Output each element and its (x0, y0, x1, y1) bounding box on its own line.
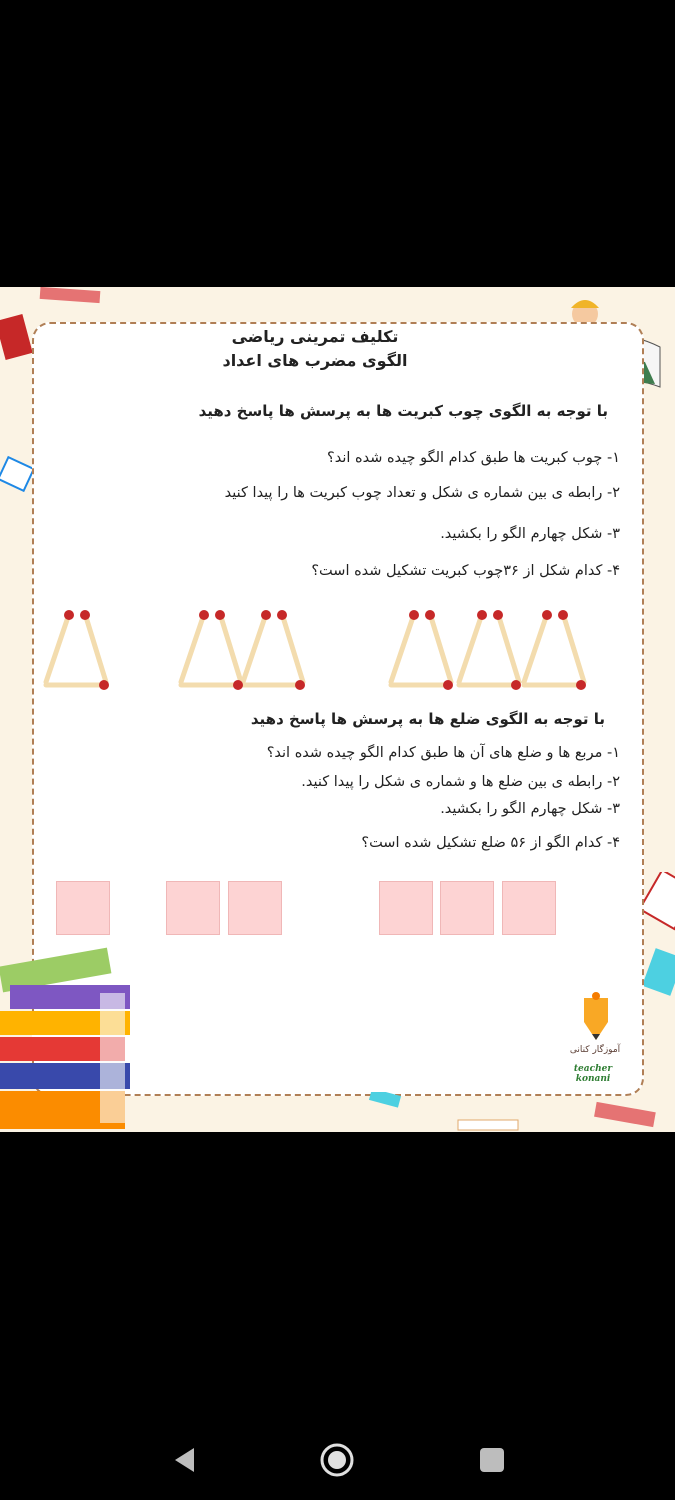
square-fig1-1 (56, 881, 110, 935)
matchstick-pattern (38, 600, 608, 700)
bottom-pencil-decoration (360, 1092, 675, 1132)
teacher-logo-icon (578, 990, 614, 1042)
recents-icon[interactable] (478, 1438, 506, 1482)
section1-question-4: ۴- کدام شکل از ۳۶چوب کبریت تشکیل شده است؟ (311, 563, 620, 579)
back-icon[interactable] (172, 1438, 198, 1482)
section1-question-3: ۳- شکل چهارم الگو را بکشید. (440, 526, 620, 542)
logo-name-en: teacher konani (573, 1064, 613, 1084)
section1-question-1: ۱- چوب کبریت ها طبق کدام الگو چیده شده اند؟ (327, 450, 620, 466)
square-fig3-2 (440, 881, 494, 935)
section1-question-2: ۲- رابطه ی بین شماره ی شکل و تعداد چوب کبریت ها را پیدا کنید (224, 485, 620, 501)
worksheet-page (0, 287, 675, 1132)
square-fig3-3 (502, 881, 556, 935)
section2-question-3: ۳- شکل چهارم الگو را بکشید. (440, 801, 620, 817)
section2-question-2: ۲- رابطه ی بین ضلع ها و شماره ی شکل را پیدا کنید. (301, 774, 620, 790)
square-fig2-1 (166, 881, 220, 935)
section2-question-4: ۴- کدام الگو از ۵۶ ضلع تشکیل شده است؟ (361, 835, 620, 851)
section2-heading: با توجه به الگوی ضلع ها به پرسش ها پاسخ دهید (250, 710, 605, 728)
section1-heading: با توجه به الگوی چوب کبریت ها به پرسش ها پاسخ دهید (198, 402, 608, 420)
logo-name-fa: آموزگار کنانی (569, 1045, 621, 1055)
books-stack-decoration (0, 937, 145, 1132)
home-icon[interactable] (318, 1438, 356, 1482)
worksheet-title: تکلیف تمرینی ریاضی (231, 327, 399, 346)
book-right-decoration (640, 872, 675, 1002)
worksheet-subtitle: الگوی مضرب های اعداد (222, 351, 408, 370)
section2-question-1: ۱- مربع ها و ضلع های آن ها طبق کدام الگو چیده شده اند؟ (266, 745, 620, 761)
square-fig3-1 (379, 881, 433, 935)
square-fig2-2 (228, 881, 282, 935)
